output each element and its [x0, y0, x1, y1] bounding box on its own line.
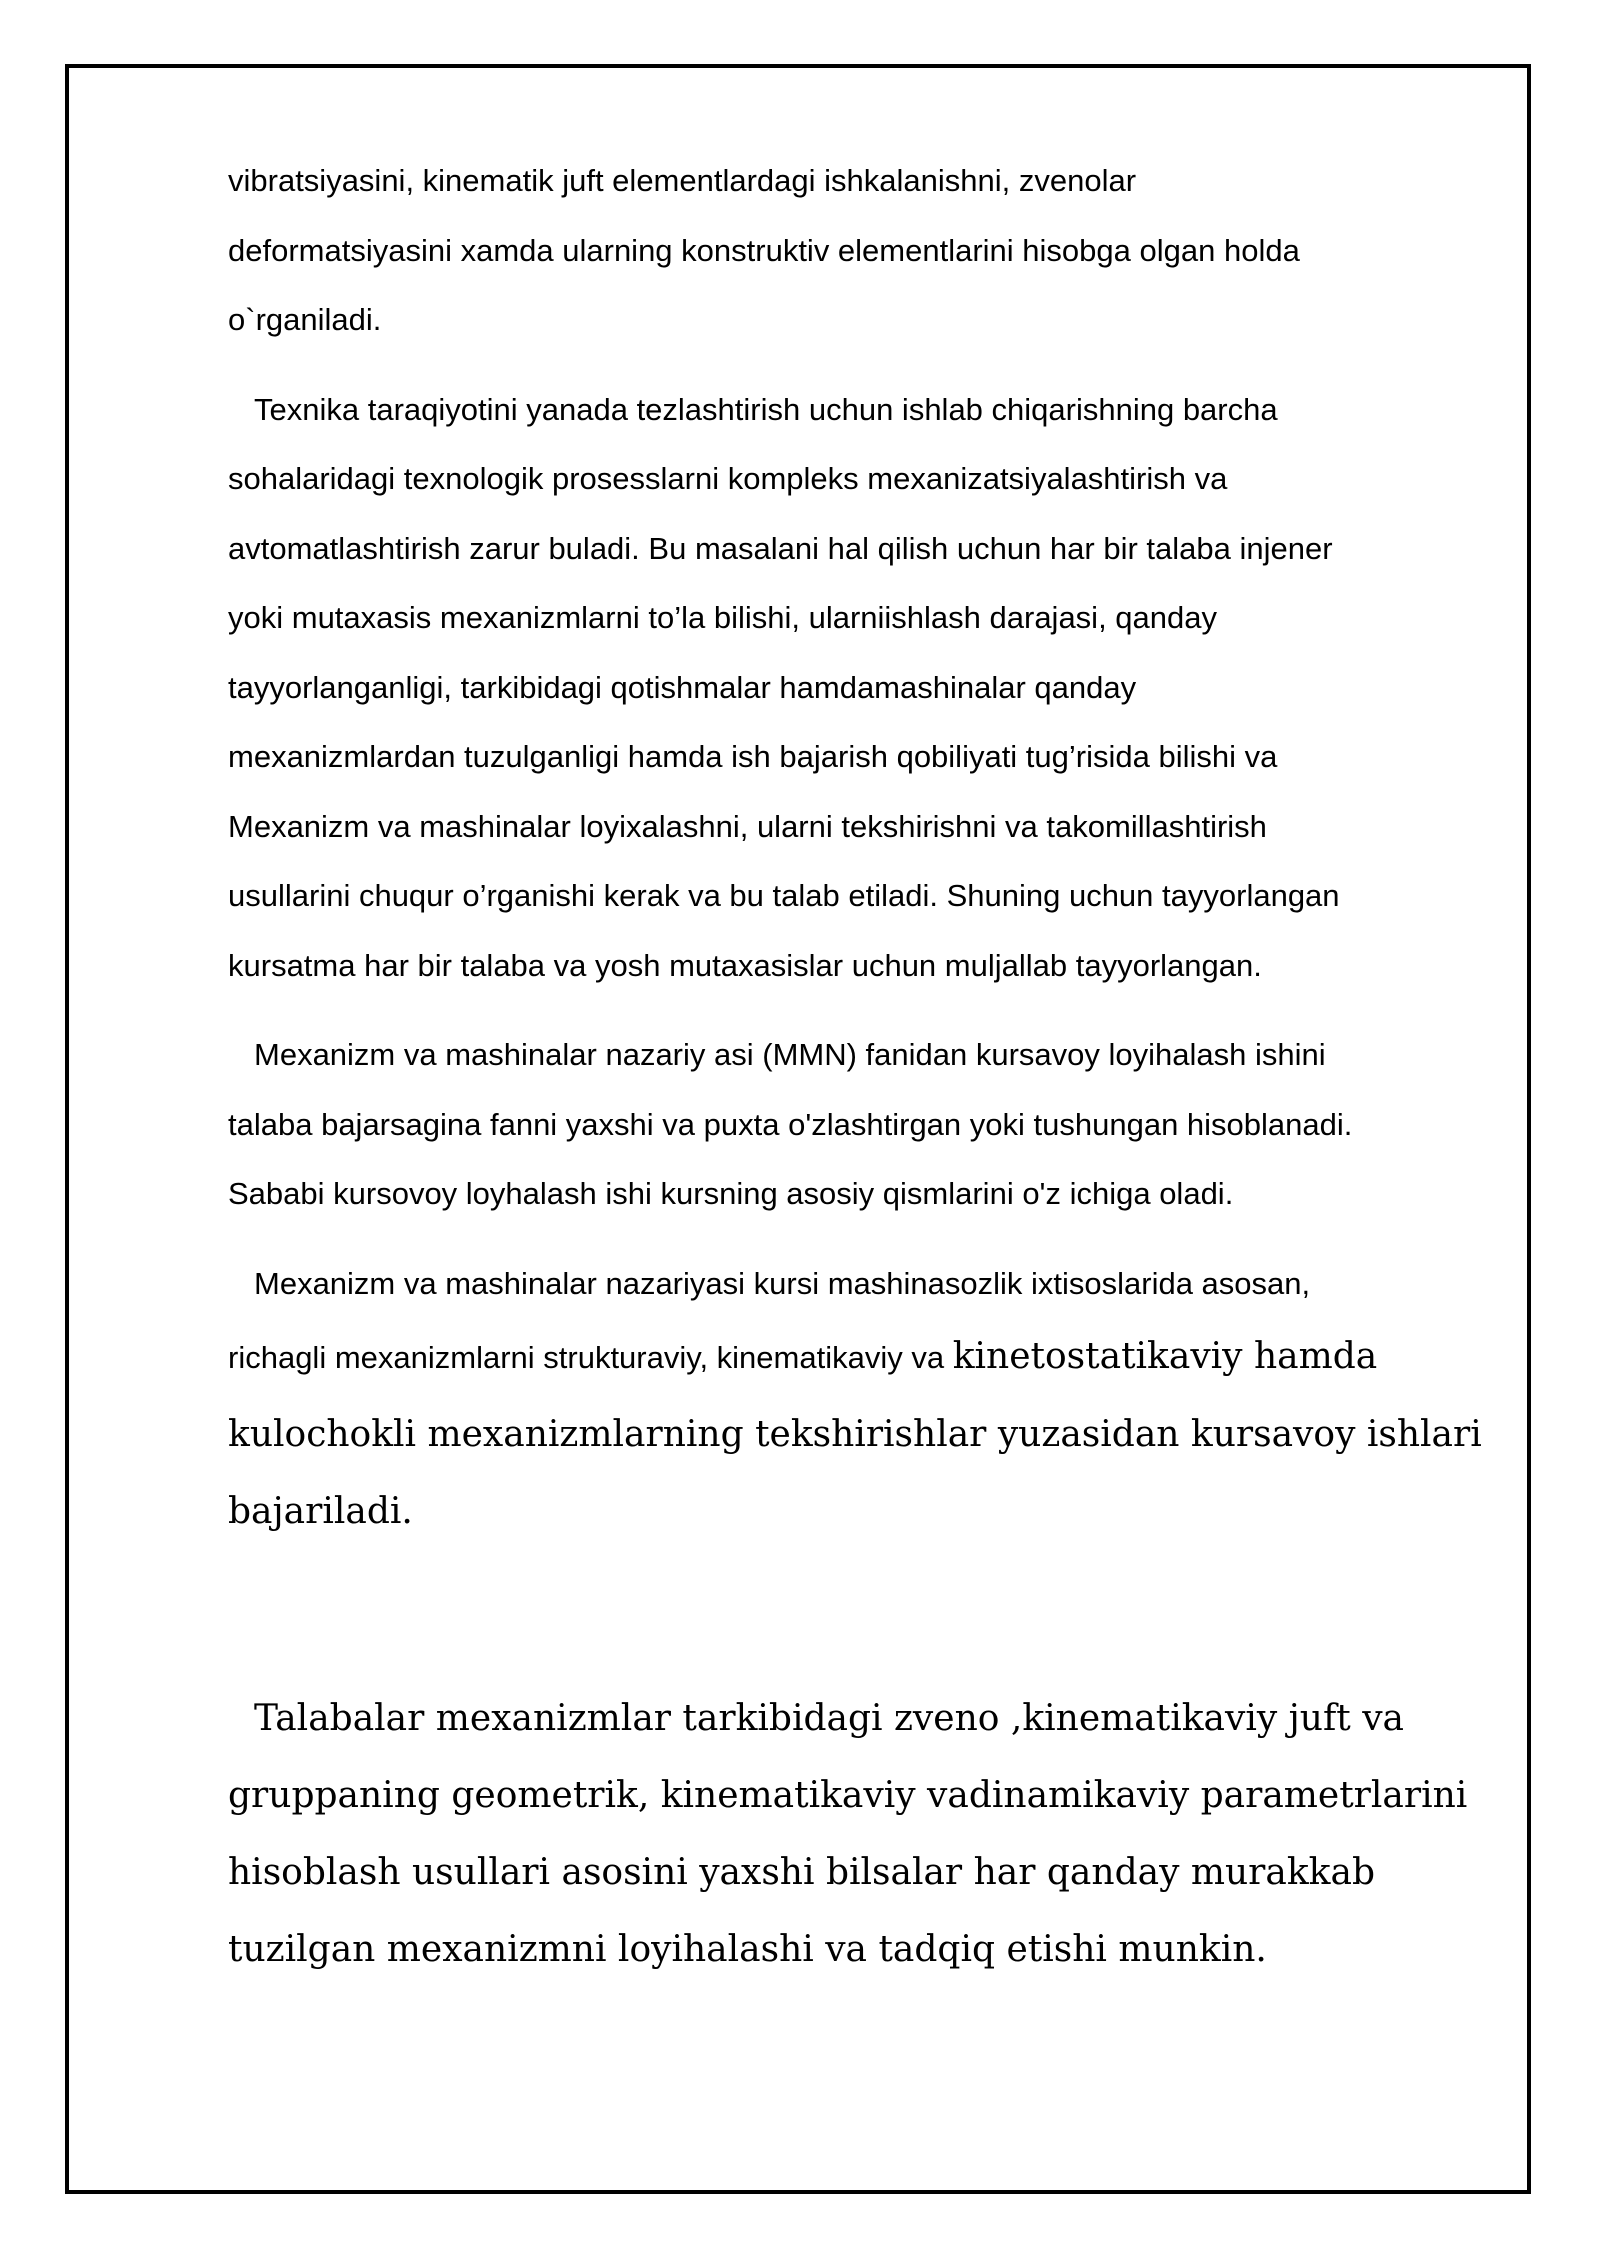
text-line: kursatma har bir talaba va yosh mutaxasislar uchun muljallab tayyorlangan.	[228, 947, 1262, 983]
text-line: usullarini chuqur o’rganishi kerak va bu talab etiladi. Shuning uchun tayyorlangan	[228, 878, 1340, 913]
paragraph-4	[228, 1249, 1518, 1551]
text-line: gruppaning geometrik, kinematikaviy vadinamikaviy parametrlarini	[228, 1775, 1468, 1816]
text-line: tuzilgan mexanizmni loyihalashi va tadqiq etishi munkin.	[228, 1929, 1267, 1970]
text-line: mexanizmlardan tuzulganligi hamda ish bajarish qobiliyati tug’risida bilishi va	[228, 739, 1278, 774]
text-line: sohalaridagi texnologik prosesslarni kompleks mexanizatsiyalashtirish va	[228, 461, 1228, 496]
text-line	[228, 1318, 1518, 1396]
text-line: Mexanizm va mashinalar loyixalashni, ularni tekshirishni va takomillashtirish	[228, 808, 1267, 844]
text-line: deformatsiyasini xamda ularning konstruktiv elementlarini hisobga olgan holda	[228, 232, 1300, 268]
paragraph-5	[228, 1680, 1518, 1988]
text-line: Sababi kursovoy loyhalash ishi kursning asosiy qismlarini o'z ichiga oladi.	[228, 1176, 1234, 1211]
text-line: tayyorlanganligi, tarkibidagi qotishmalar hamdamashinalar qanday	[228, 669, 1137, 705]
text-line: vibratsiyasini, kinematik juft elementlardagi ishkalanishni, zvenolar	[228, 163, 1137, 198]
text-line: o`rganiladi.	[228, 302, 382, 337]
paragraph-1	[228, 146, 1518, 355]
paragraph-2	[228, 375, 1518, 1001]
text-line: talaba bajarsagina fanni yaxshi va puxta o'zlashtirgan yoki tushungan hisoblanadi.	[228, 1106, 1353, 1142]
text-line: bajariladi.	[228, 1491, 413, 1532]
text-line: Mexanizm va mashinalar nazariyasi kursi mashinasozlik ixtisoslarida asosan,	[254, 1265, 1311, 1301]
document-body	[228, 146, 1518, 1988]
text-line: Talabalar mexanizmlar tarkibidagi zveno ,kinematikaviy juft va	[254, 1698, 1405, 1739]
text-segment: kinetostatikaviy hamda	[952, 1336, 1378, 1377]
text-segment: richagli mexanizmlarni strukturaviy, kinematikaviy va	[228, 1340, 953, 1375]
text-line: yoki mutaxasis mexanizmlarni to’la bilishi, ularniishlash darajasi, qanday	[228, 600, 1218, 635]
text-line: kulochokli mexanizmlarning tekshirishlar yuzasidan kursavoy ishlari	[228, 1414, 1482, 1455]
text-line: hisoblash usullari asosini yaxshi bilsalar har qanday murakkab	[228, 1852, 1375, 1893]
paragraph-3	[228, 1020, 1518, 1229]
text-line: avtomatlashtirish zarur buladi. Bu masalani hal qilish uchun har bir talaba injener	[228, 530, 1333, 566]
text-line: Texnika taraqiyotini yanada tezlashtirish uchun ishlab chiqarishning barcha	[254, 391, 1278, 427]
text-line: Mexanizm va mashinalar nazariy asi (MMN) fanidan kursavoy loyihalash ishini	[254, 1037, 1326, 1072]
